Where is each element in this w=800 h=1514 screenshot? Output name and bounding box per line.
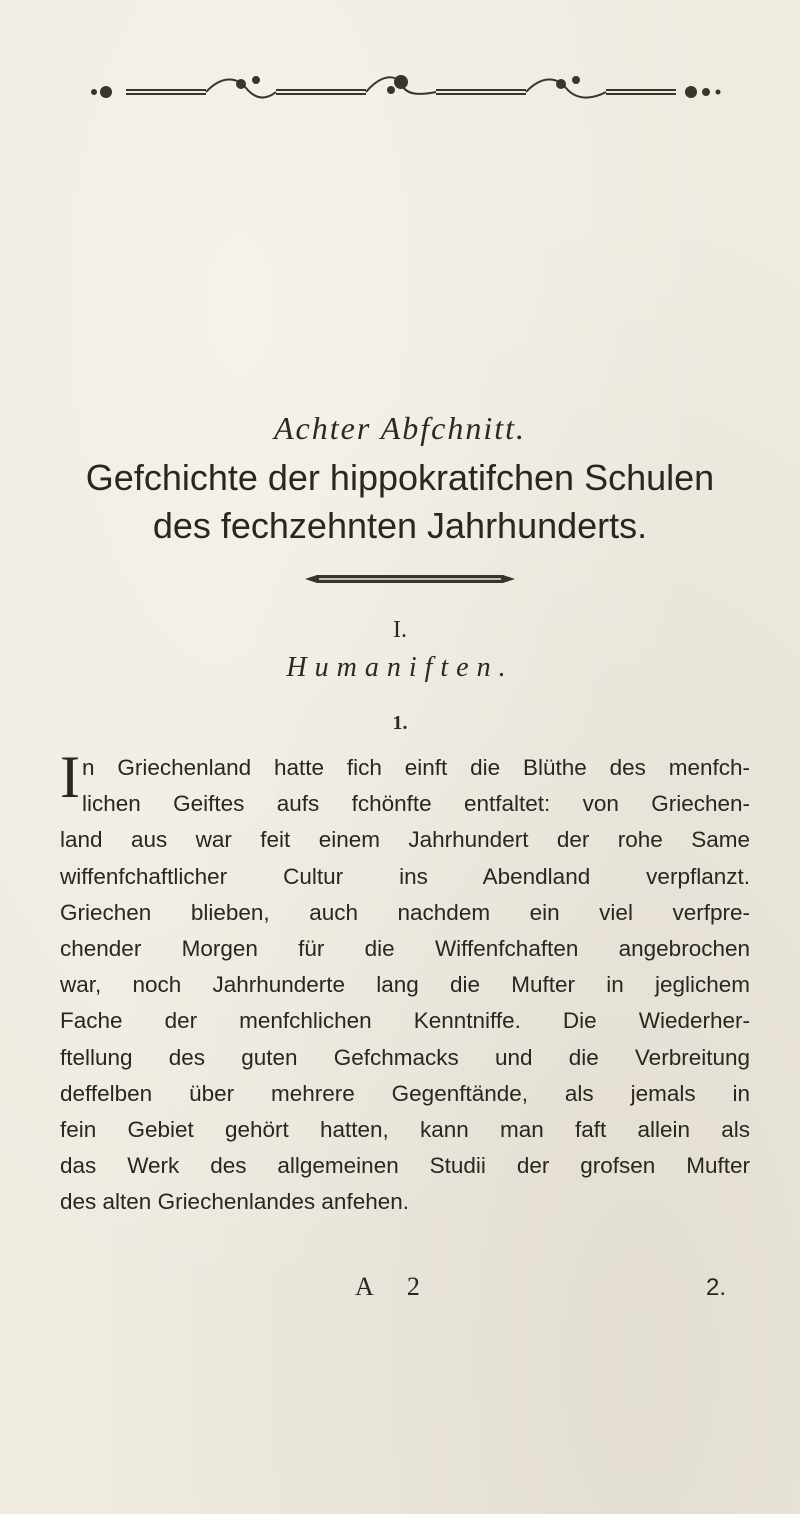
drop-cap-letter: I [60,744,80,810]
text-line: chender Morgen für die Wiffenfchaften angebrochen [60,936,750,962]
subsection-title: Humaniften. [286,652,514,683]
chapter-title-line-2: des fechzehnten Jahrhunderts. [152,505,648,546]
title-divider-rule [305,573,515,585]
text-line: deffelben über mehrere Gegenftände, als jemals in [60,1080,750,1106]
text-line: lichen Geiftes aufs fchönfte entfaltet: von Griechen- [81,791,750,817]
text-line: wiffenfchaftlicher Cultur ins Abendland verpflanzt. [60,863,750,889]
text-line: Fache der menfchlichen Kenntniffe. Die Wiederher- [60,1008,750,1034]
catchword: 2. [706,1274,727,1301]
text-line: n Griechenland hatte fich einft die Blüthe des menfch- [81,755,750,780]
subsection-number: I. [393,617,407,643]
section-heading: Achter Abfchnitt. [273,410,527,446]
text-line-last: des alten Griechenlandes anfehen. [60,1189,410,1215]
text-line: ftellung des guten Gefchmacks und die Verbreitung [60,1044,750,1070]
text-line: war, noch Jahrhunderte lang die Mufter in jeglichem [60,972,750,998]
body-paragraph [60,744,750,1221]
text-line: fein Gebiet gehört hatten, kann man faft allein als [60,1117,750,1143]
text-line: land aus war feit einem Jahrhundert der rohe Same [60,827,750,853]
chapter-title-line-1: Gefchichte der hippokratifchen Schulen [85,457,715,498]
text-line: Griechen blieben, auch nachdem ein viel verfpre- [60,899,750,925]
paragraph-number: 1. [392,712,408,734]
signature-mark: A 2 [355,1272,434,1301]
text-line: das Werk des allgemeinen Studii der grofsen Mufter [60,1153,750,1179]
chapter-title [0,454,800,550]
header-ornament [86,70,726,110]
